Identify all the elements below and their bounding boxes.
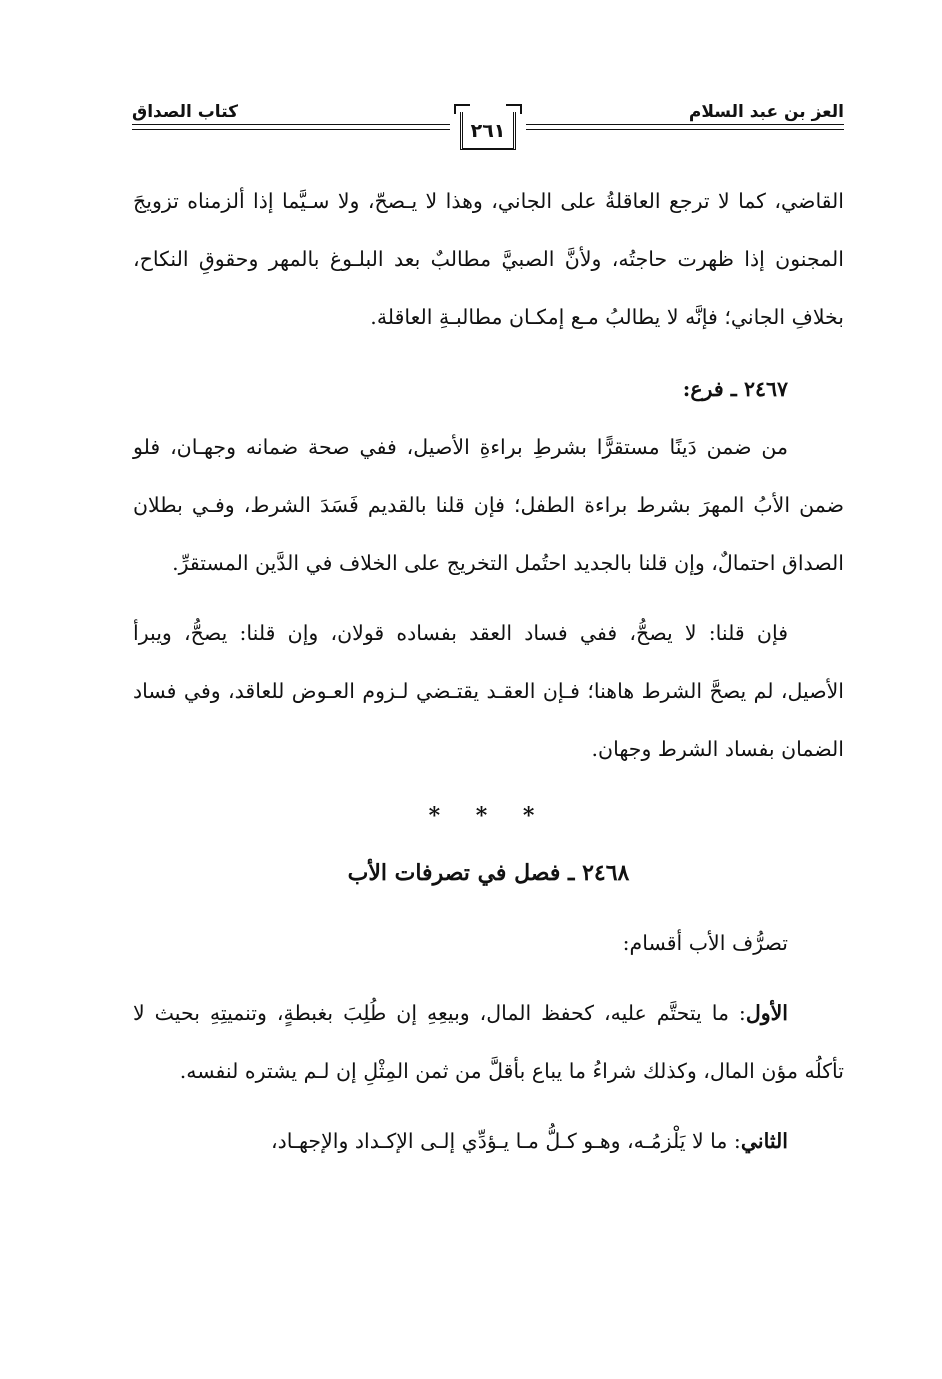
running-head-author: العز بن عبد السلام xyxy=(688,102,844,122)
section-heading: ٢٤٦٨ ـ فصل في تصرفات الأب xyxy=(347,860,630,886)
header-rule xyxy=(132,124,450,125)
paragraph xyxy=(133,1112,844,1170)
issue-heading: ٢٤٦٧ ـ فرع: xyxy=(682,377,788,401)
item-text: : ما يتحتَّم عليه، كحفظ المال، وبيعِهِ إن طُلِبَ بغبطةٍ، وتنميتِهِ بحيث لا تأكلُه مؤن المال، وكذلك شراءُ ما يباع بأقلَّ من ثمن المِثْلِ إن لـم يشتره لنفسه. xyxy=(133,1001,844,1083)
page-number-frame xyxy=(452,102,524,150)
item-label: الثاني xyxy=(740,1129,788,1153)
paragraph: فإن قلنا: لا يصحُّ، ففي فساد العقد بفساده قولان، وإن قلنا: يصحُّ، ويبرأ الأصيل، لم يصحَّ الشرط هاهنا؛ فـإن العقـد يقتـضي لـزوم العـوض للعاقد، وفي فساد الضمان بفساد الشرط وجهان. xyxy=(133,621,844,761)
item-text: : ما لا يَلْزمُـه، وهـو كـلُّ مـا يـؤدِّي إلـى الإكـداد والإجهـاد، xyxy=(270,1129,741,1153)
paragraph xyxy=(133,984,844,1100)
page-header xyxy=(132,96,844,158)
paragraph: القاضي، كما لا ترجع العاقلةُ على الجاني، وهذا لا يـصحّ، ولا سـيَّما إذا ألزمناه تزويجَ المجنون إذا ظهرت حاجتُه، ولأنَّ الصبيَّ مطالبٌ بعد البلـوغ بالمهر وحقوقِ النكاح، بخلافِ الجاني؛ فإنَّه لا يطالبُ مـع إمكـان مطالبـةِ العاقلة. xyxy=(133,189,844,329)
item-label: الأول xyxy=(745,1001,788,1025)
page-body xyxy=(133,172,844,1170)
paragraph: من ضمن دَينًا مستقرًّا بشرطِ براءةِ الأصيل، ففي صحة ضمانه وجهـان، فلو ضمن الأبُ المهرَ بشرط براءة الطفل؛ فإن قلنا بالقديم فَسَدَ الشرط، وفـي بطلان الصداق احتمالٌ، وإن قلنا بالجديد احتُمل التخريج على الخلاف في الدَّين المستقرِّ. xyxy=(133,435,844,575)
paragraph: تصرُّف الأب أقسام: xyxy=(622,931,788,955)
header-rule xyxy=(526,124,844,125)
section-separator: * * * xyxy=(428,803,549,829)
header-rule xyxy=(132,129,450,130)
header-rule xyxy=(526,129,844,130)
running-head-book-title: كتاب الصداق xyxy=(132,102,239,122)
page-number: ٢٦١ xyxy=(470,120,506,142)
